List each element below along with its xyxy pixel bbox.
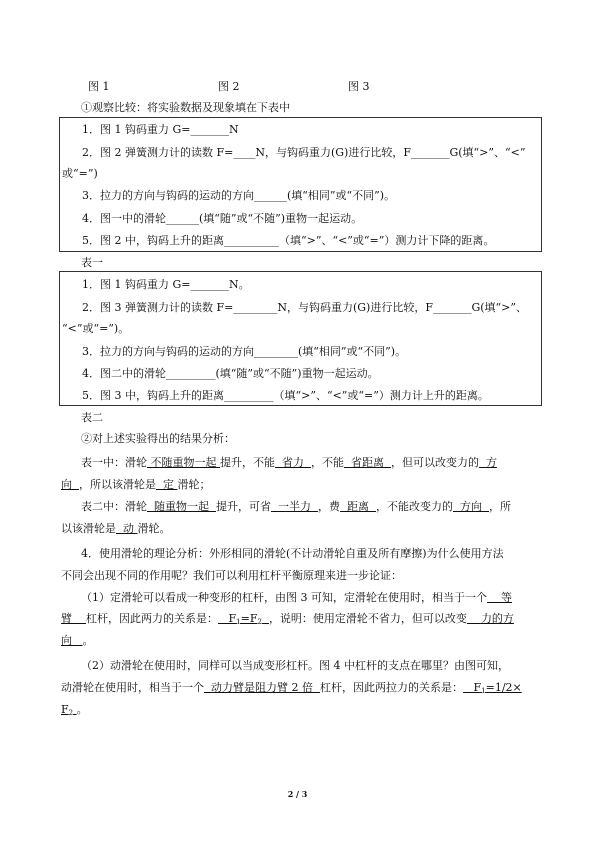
theory-line2: 不同会出现不同的作用呢？我们可以利用杠杆平衡原理来进一步论证： xyxy=(61,569,402,582)
fixed-pulley-line3: 向 。 xyxy=(61,634,94,647)
figure-1-label: 图 1 xyxy=(88,80,110,93)
theory-line1: 4．使用滑轮的理论分析：外形相同的滑轮(不计动滑轮自重及所有摩擦)为什么使用方法 xyxy=(81,547,504,560)
instruction-2: ②对上述实验得出的结果分析： xyxy=(81,432,235,445)
table-1-box xyxy=(59,117,542,252)
figure-3-label: 图 3 xyxy=(348,80,370,93)
table2-row: 5．图 3 中，钩码上升的距离_________（填“>”、“<”或“=”）测力计上升的距离。 xyxy=(82,389,489,402)
movable-pulley-line2: 动滑轮在使用时，相当于一个 动力臂是阻力臂 2 倍 杠杆，因此两拉力的关系是： $F_1=1/2\times$ xyxy=(61,681,522,695)
table1-row: 4．图一中的滑轮______(填“随”或“不随”)重物一起运动。 xyxy=(82,212,363,225)
page-number: 2 / 3 xyxy=(287,789,308,799)
table1-row: 2．图 2 弹簧测力计的读数 F=____N，与钩码重力(G)进行比较，F_______G(填“>”、“<” xyxy=(82,146,526,159)
fixed-pulley-line1: （1）定滑轮可以看成一种变形的杠杆，由图 3 可知，定滑轮在使用时，相当于一个 等 xyxy=(81,591,512,604)
fixed-pulley-line2: 臂 杠杆，因此两力的关系是： $F_1=F_2$ ，说明：使用定滑轮不省力，但可以改变 力的方 xyxy=(61,612,514,626)
movable-pulley-line1: （2）动滑轮在使用时，同样可以当成变形杠杆。图 4 中杠杆的支点在哪里？由图可知， xyxy=(81,659,509,672)
analysis-2-line1: 表二中：滑轮 随重物一起 提升，可省 一半力 ，费 距离 ，不能改变力的 方向 ，所 xyxy=(81,500,511,513)
table2-row: 2．图 3 弹簧测力计的读数 F=________N，与钩码重力(G)进行比较，F_______G(填“>”、 xyxy=(82,301,528,314)
analysis-1-line2: 向 ，所以该滑轮是 定 滑轮； xyxy=(61,478,211,491)
table-2-caption: 表二 xyxy=(81,411,103,424)
analysis-2-line2: 以该滑轮是 动 滑轮。 xyxy=(61,522,171,535)
table2-row: “<”或“=”)。 xyxy=(62,322,130,335)
table-1-caption: 表一 xyxy=(81,256,103,269)
table1-row: 或“=”) xyxy=(62,167,98,180)
table2-row: 4．图二中的滑轮_________(填“随”或“不随”)重物一起运动。 xyxy=(82,367,379,380)
table1-row: 3．拉力的方向与钩码的运动的方向______(填“相同”或“不同”)。 xyxy=(82,189,396,202)
analysis-1-line1: 表一中：滑轮 不随重物一起 提升，不能 省力 ，不能 省距离 ，但可以改变力的 方 xyxy=(81,456,497,469)
instruction-1: ①观察比较：将实验数据及现象填在下表中 xyxy=(81,101,290,114)
figure-2-label: 图 2 xyxy=(218,80,240,93)
table2-row: 1．图 1 钩码重力 G=_______N。 xyxy=(82,278,250,291)
movable-pulley-line3: $F_2$ 。 xyxy=(61,703,88,717)
table1-row: 1．图 1 钩码重力 G=_______N xyxy=(82,123,239,136)
table1-row: 5．图 2 中，钩码上升的距离__________（填“>”、“<”或“=”）测力计下降的距离。 xyxy=(82,234,495,247)
table2-row: 3．拉力的方向与钩码的运动的方向________(填“相同”或“不同”)。 xyxy=(82,345,407,358)
